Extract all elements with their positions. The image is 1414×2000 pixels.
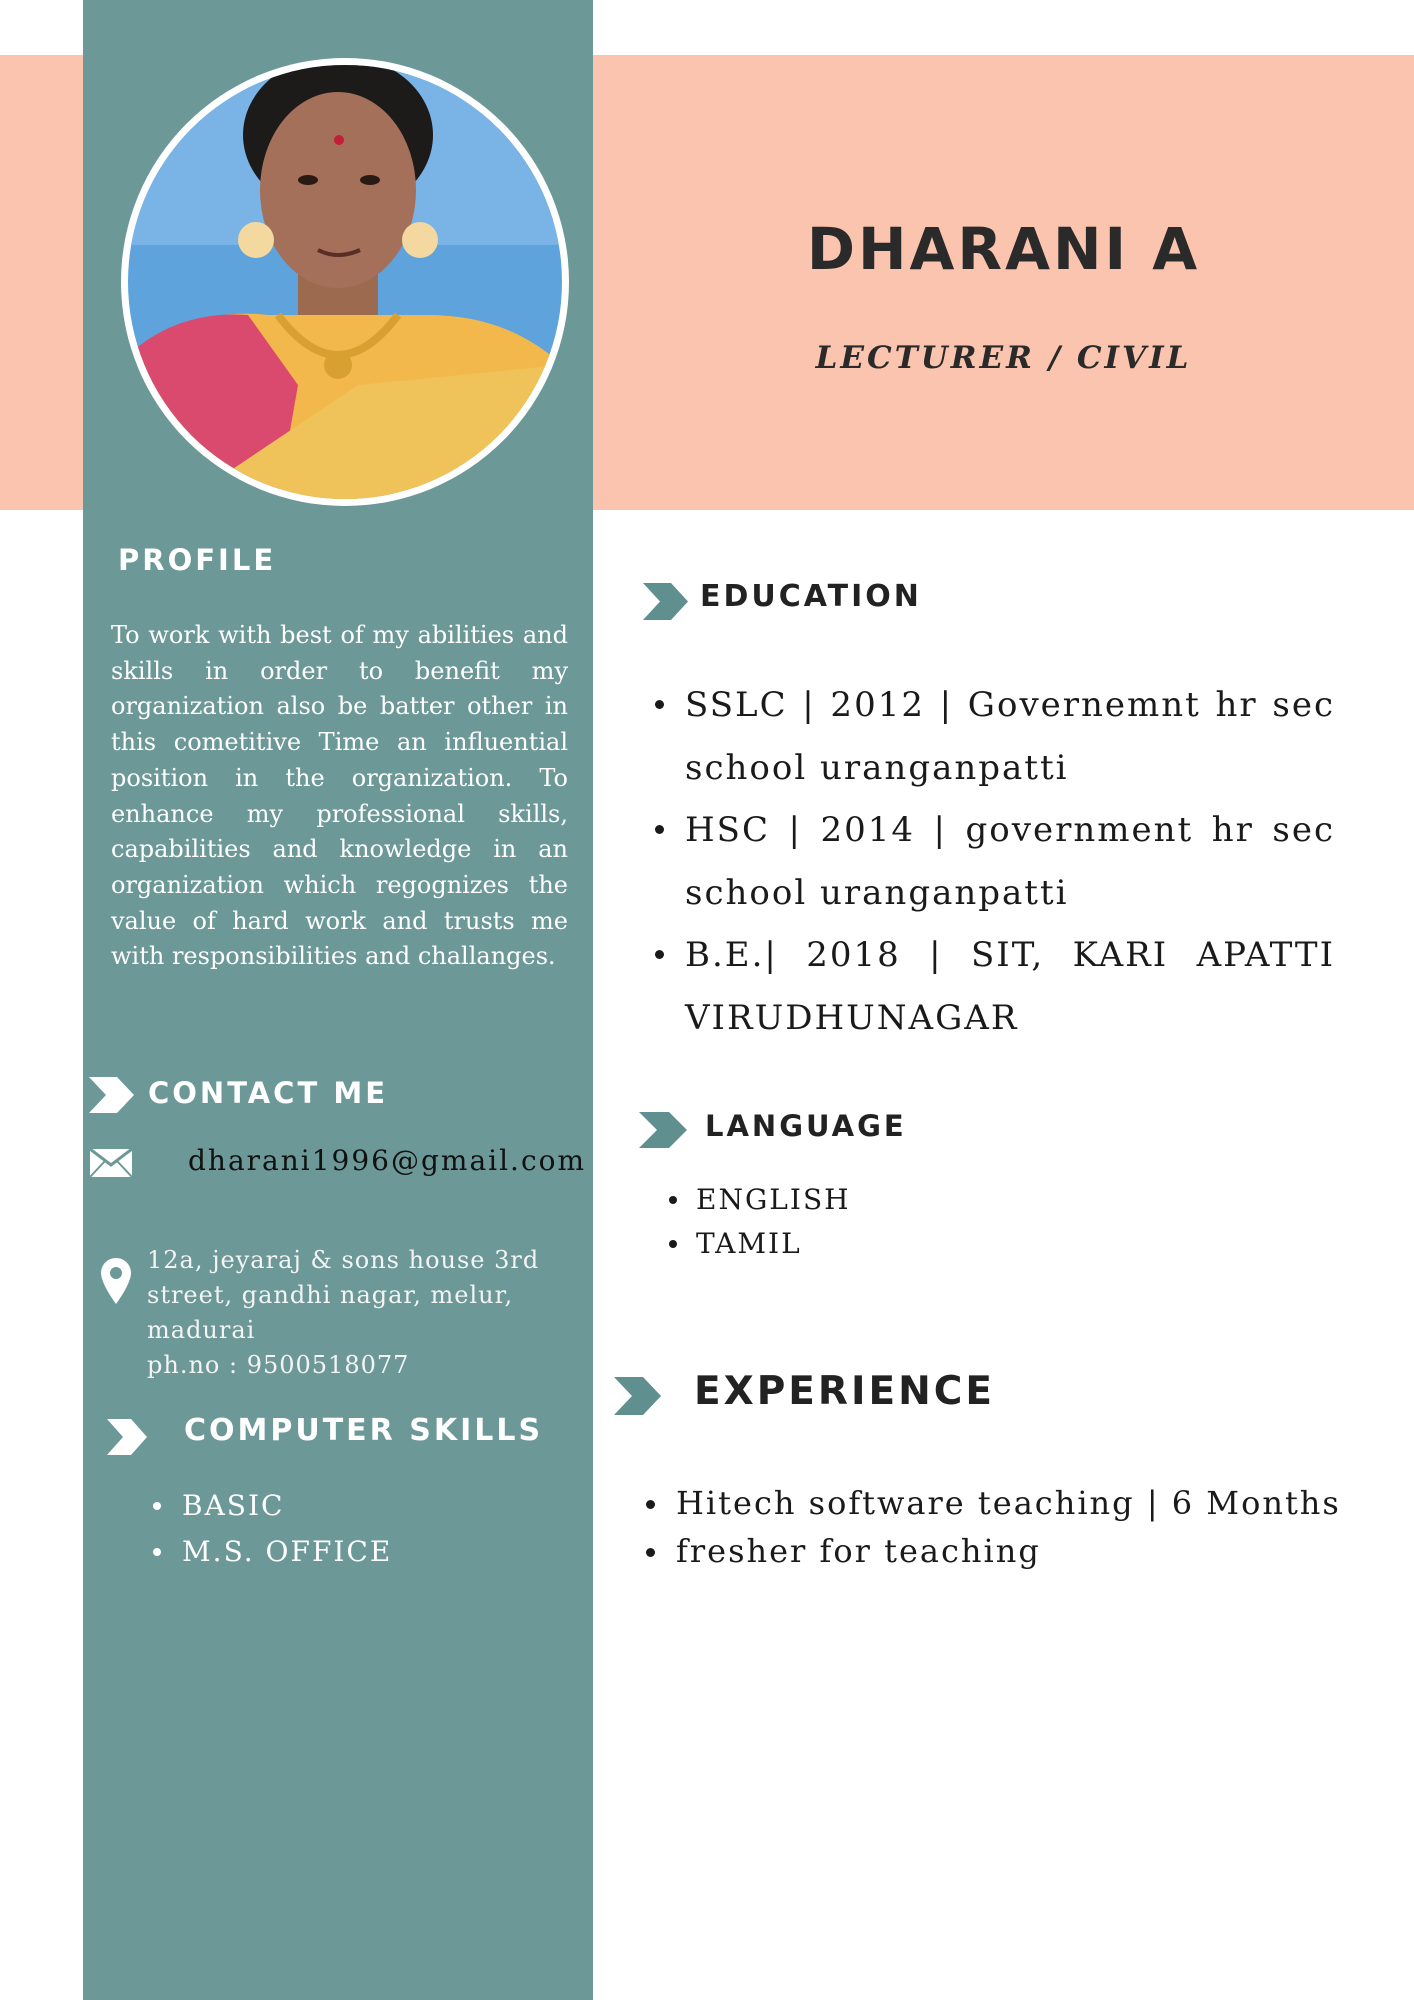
language-heading: LANGUAGE xyxy=(705,1109,907,1143)
profile-heading: PROFILE xyxy=(118,543,277,577)
language-list xyxy=(696,1178,851,1266)
education-list xyxy=(685,674,1335,1049)
skills-list xyxy=(182,1483,392,1575)
email-address[interactable]: dharani1996@gmail.com xyxy=(188,1144,587,1177)
profile-photo xyxy=(121,58,569,506)
education-line: HSC | 2014 | government hr sec xyxy=(685,810,1335,850)
address-line: 12a, jeyaraj & sons house 3rd xyxy=(147,1246,540,1274)
profile-text: To work with best of my abilities and skills in order to benefit my organization also be batter other in this cometitive Time an influential position in the organization. To enhance my professional skills, capabilities and knowledge in an organization which regognizes the value of hard work and trusts me with responsibilities and challanges. xyxy=(111,621,568,971)
portrait-photo xyxy=(128,65,562,499)
education-line: B.E.| 2018 | SIT, KARI APATTI xyxy=(685,935,1335,975)
chevron-icon xyxy=(614,1377,661,1415)
contact-heading: CONTACT ME xyxy=(148,1076,389,1110)
person-name: DHARANI A xyxy=(806,215,1201,283)
map-pin-icon xyxy=(101,1258,131,1304)
education-line: SSLC | 2012 | Governemnt hr sec xyxy=(685,685,1335,725)
chevron-icon xyxy=(639,1112,687,1148)
experience-list xyxy=(676,1479,1341,1575)
chevron-icon xyxy=(643,583,688,620)
list-item: fresher for teaching xyxy=(676,1527,1341,1575)
phone-number: ph.no : 9500518077 xyxy=(147,1351,410,1379)
list-item: ENGLISH xyxy=(696,1178,851,1222)
education-line: school uranganpatti xyxy=(685,872,1069,913)
list-item xyxy=(685,674,1335,799)
list-item: M.S. OFFICE xyxy=(182,1529,392,1575)
list-item: TAMIL xyxy=(696,1222,851,1266)
education-line: VIRUDHUNAGAR xyxy=(685,997,1019,1038)
envelope-icon xyxy=(89,1148,133,1178)
list-item: BASIC xyxy=(182,1483,392,1529)
chevron-icon xyxy=(107,1419,147,1455)
list-item xyxy=(685,924,1335,1049)
education-heading: EDUCATION xyxy=(700,579,922,614)
address-line: madurai xyxy=(147,1316,256,1344)
experience-heading: EXPERIENCE xyxy=(694,1369,996,1414)
chevron-icon xyxy=(89,1077,134,1113)
list-item: Hitech software teaching | 6 Months xyxy=(676,1479,1341,1527)
job-title: LECTURER / CIVIL xyxy=(815,340,1192,376)
education-line: school uranganpatti xyxy=(685,747,1069,788)
list-item xyxy=(685,799,1335,924)
address-line: street, gandhi nagar, melur, xyxy=(147,1281,514,1309)
skills-heading: COMPUTER SKILLS xyxy=(184,1413,544,1448)
